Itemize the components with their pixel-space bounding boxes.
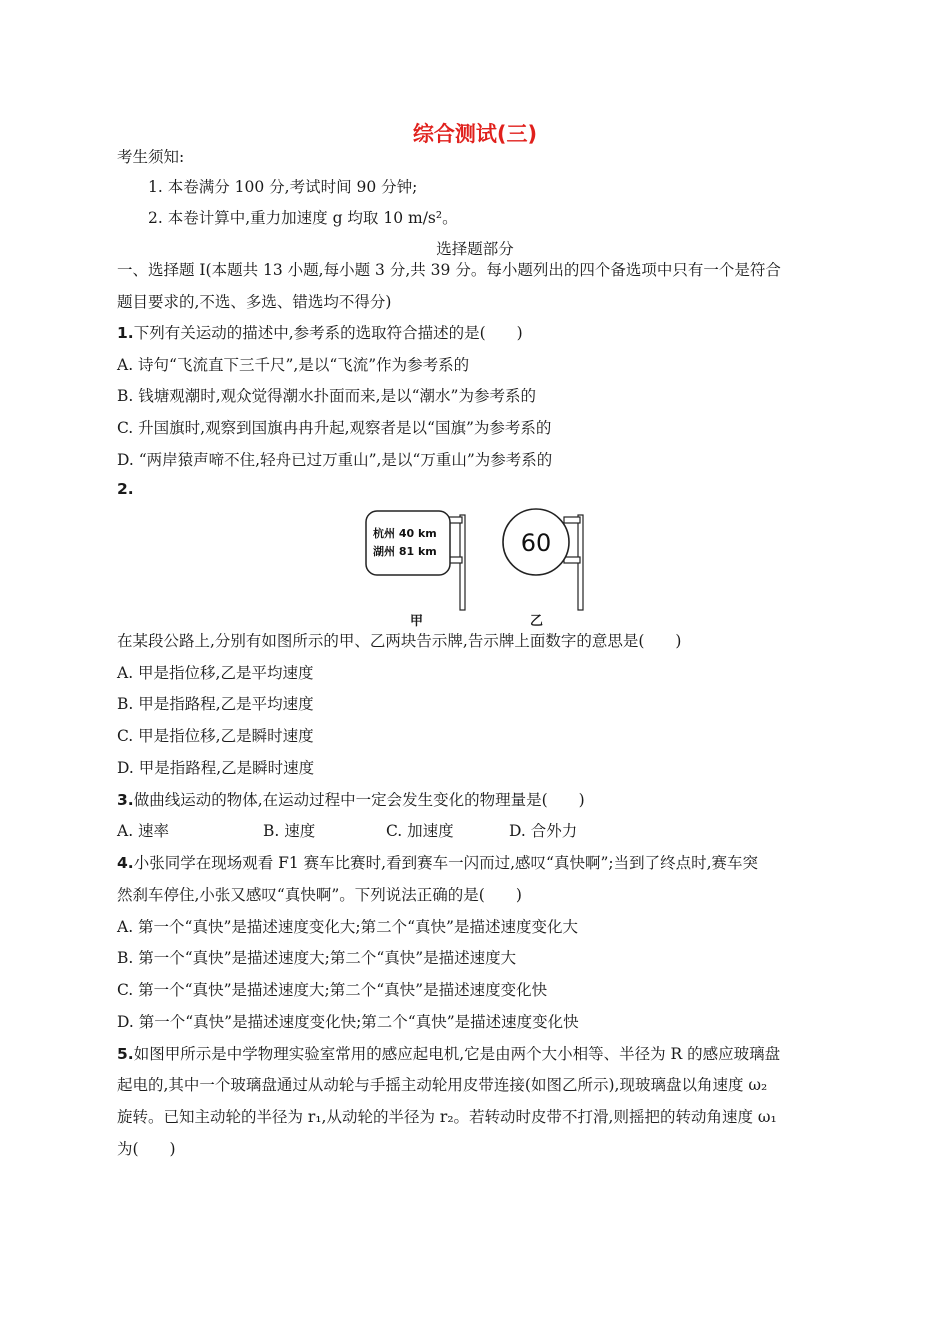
question-5: [117, 1042, 780, 1064]
sign-yi-bracket: [564, 517, 580, 523]
option-b: B. 钱塘观潮时,观众觉得潮水扑面而来,是以“潮水”为参考系的: [117, 387, 536, 405]
sign-yi: [503, 509, 583, 610]
option-d: D. 合外力: [509, 822, 578, 840]
option-a: A. 甲是指位移,乙是平均速度: [117, 664, 314, 682]
option-b: B. 速度: [263, 822, 316, 840]
figure-label-jia: 甲: [410, 614, 424, 629]
question-stem: 做曲线运动的物体,在运动过程中一定会发生变化的物理量是( ): [133, 791, 585, 809]
option-a: A. 速率: [117, 822, 170, 840]
question-stem: 下列有关运动的描述中,参考系的选取符合描述的是( ): [133, 324, 523, 342]
notice-item: 1. 本卷满分 100 分,考试时间 90 分钟;: [148, 178, 418, 196]
question-number: 2.: [117, 480, 134, 498]
question-number: 1.: [117, 324, 134, 342]
option-c: C. 加速度: [386, 822, 454, 840]
section-heading: 选择题部分: [436, 240, 514, 258]
question-number: 4.: [117, 854, 134, 872]
question-stem: 在某段公路上,分别有如图所示的甲、乙两块告示牌,告示牌上面数字的意思是( ): [117, 632, 682, 650]
question-stem: 然刹车停住,小张又感叹“真快啊”。下列说法正确的是( ): [117, 886, 522, 904]
part-intro: 题目要求的,不选、多选、错选均不得分): [117, 293, 392, 311]
question-number: 5.: [117, 1045, 134, 1063]
sign-jia-line1: 杭州 40 km: [373, 527, 437, 540]
question-stem: 如图甲所示是中学物理实验室常用的感应起电机,它是由两个大小相等、半径为 R 的感应玻璃盘: [133, 1045, 781, 1063]
notice-item: 2. 本卷计算中,重力加速度 g 均取 10 m/s²。: [148, 209, 458, 227]
question-number: 3.: [117, 791, 134, 809]
option-d: D. “两岸猿声啼不住,轻舟已过万重山”,是以“万重山”为参考系的: [117, 451, 553, 469]
option-b: B. 第一个“真快”是描述速度大;第二个“真快”是描述速度大: [117, 949, 517, 967]
question-3: [117, 788, 585, 810]
notice-heading: 考生须知:: [117, 148, 185, 166]
option-c: C. 第一个“真快”是描述速度大;第二个“真快”是描述速度变化快: [117, 981, 548, 999]
sign-jia-line2: 湖州 81 km: [373, 545, 437, 558]
sign-jia: [366, 511, 465, 610]
option-b: B. 甲是指路程,乙是平均速度: [117, 695, 314, 713]
question-1: [117, 321, 523, 343]
question-stem: 起电的,其中一个玻璃盘通过从动轮与手摇主动轮用皮带连接(如图乙所示),现玻璃盘以角速度 ω₂: [117, 1076, 768, 1094]
sign-jia-board: [366, 511, 450, 575]
question-2: [117, 480, 134, 498]
question-stem: 为( ): [117, 1140, 176, 1158]
option-a: A. 第一个“真快”是描述速度变化大;第二个“真快”是描述速度变化大: [117, 918, 578, 936]
question-stem: 旋转。已知主动轮的半径为 r₁,从动轮的半径为 r₂。若转动时皮带不打滑,则摇把的转动角速度 ω₁: [117, 1108, 777, 1126]
road-signs-figure: [360, 505, 600, 620]
figure-label-yi: 乙: [530, 614, 544, 629]
question-4: [117, 851, 758, 873]
option-c: C. 升国旗时,观察到国旗冉冉升起,观察者是以“国旗”为参考系的: [117, 419, 552, 437]
option-d: D. 第一个“真快”是描述速度变化快;第二个“真快”是描述速度变化快: [117, 1013, 579, 1031]
option-a: A. 诗句“飞流直下三千尺”,是以“飞流”作为参考系的: [117, 356, 470, 374]
part-intro: 一、选择题 Ⅰ(本题共 13 小题,每小题 3 分,共 39 分。每小题列出的四个备选项中只有一个是符合: [117, 261, 781, 279]
sign-yi-value: 60: [520, 529, 552, 557]
question-stem: 小张同学在现场观看 F1 赛车比赛时,看到赛车一闪而过,感叹“真快啊”;当到了终点时,赛车突: [133, 854, 759, 872]
page-title: 综合测试(三): [412, 122, 538, 146]
option-d: D. 甲是指路程,乙是瞬时速度: [117, 759, 315, 777]
option-c: C. 甲是指位移,乙是瞬时速度: [117, 727, 314, 745]
sign-yi-bracket: [564, 557, 580, 563]
